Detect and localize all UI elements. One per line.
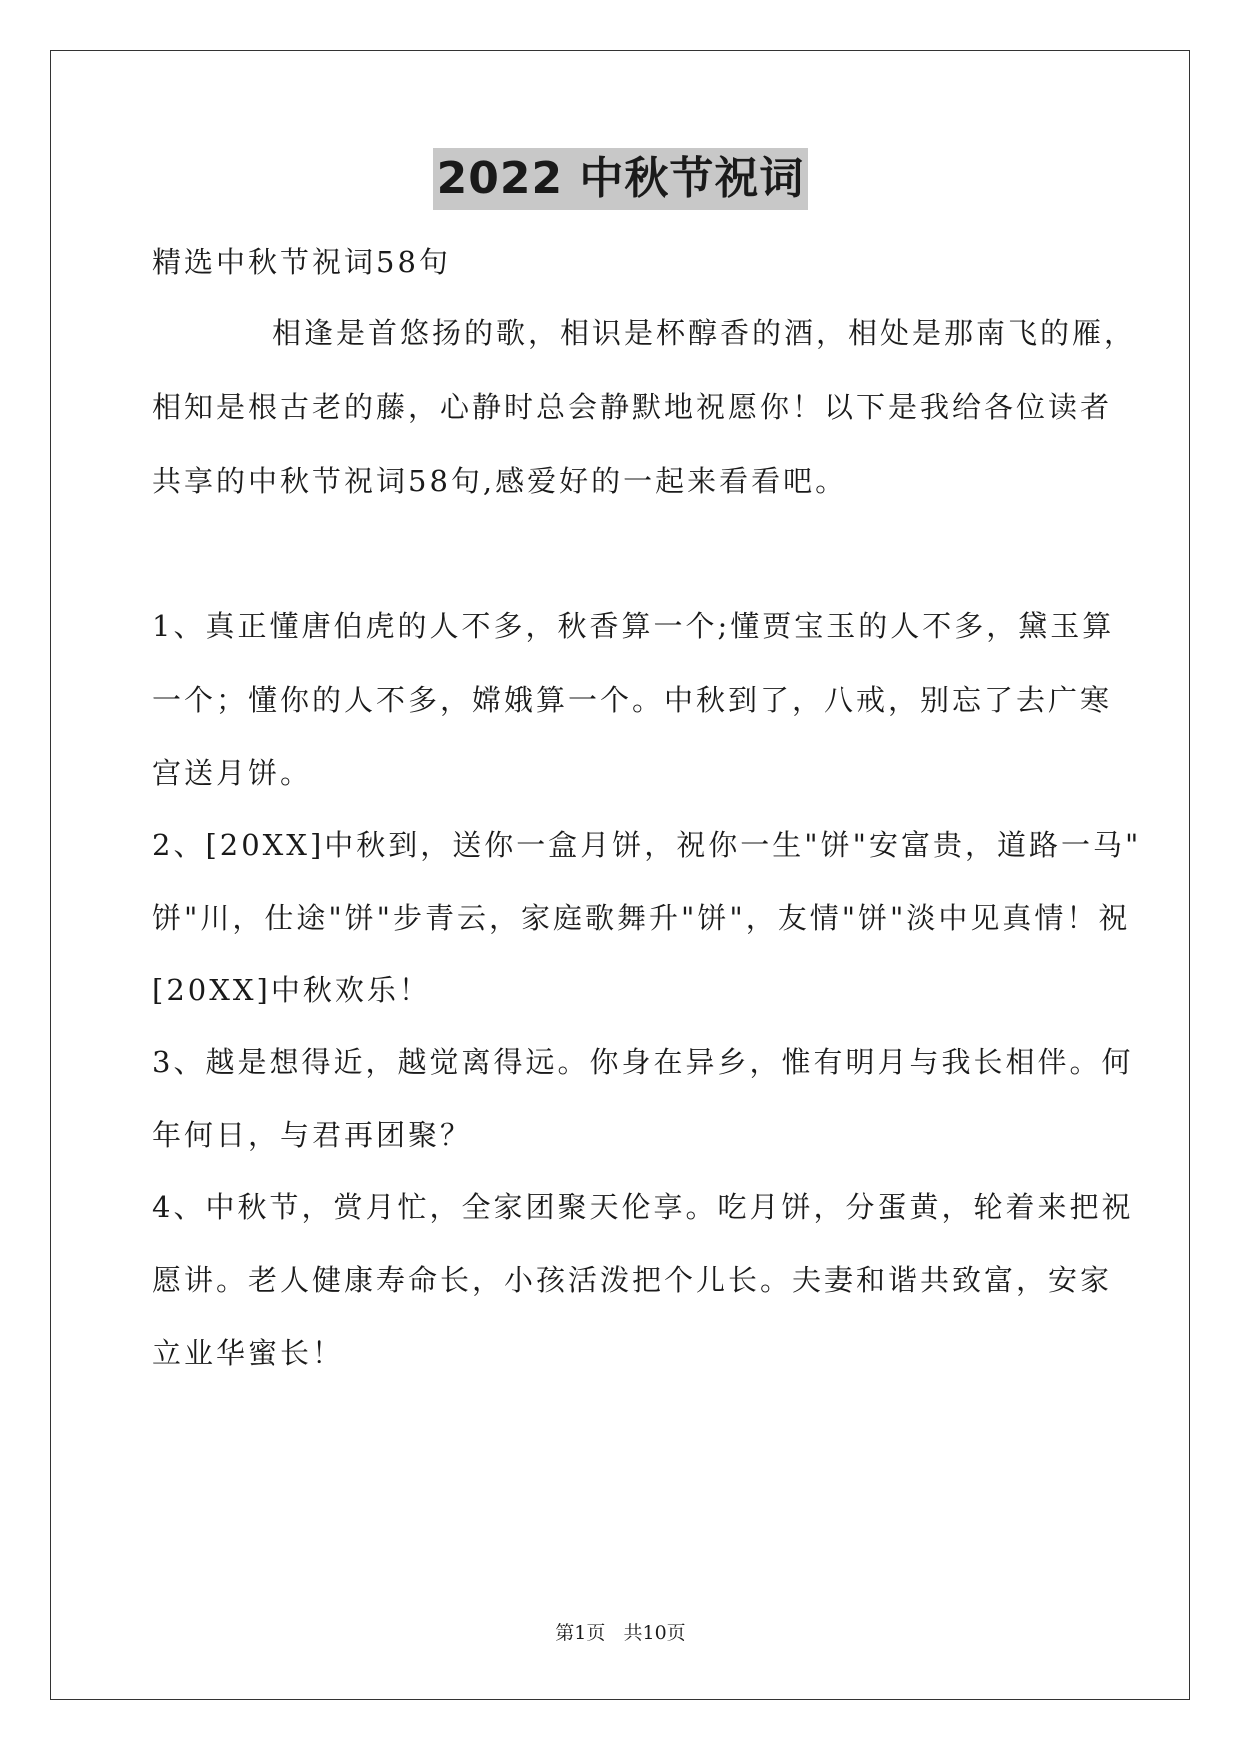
item-3-line: 3、越是想得近，越觉离得远。你身在异乡，惟有明月与我长相伴。何 — [152, 1045, 1134, 1079]
document-title: 2022 中秋节祝词 — [433, 148, 809, 210]
intro-line: 相知是根古老的藤，心静时总会静默地祝愿你！以下是我给各位读者 — [152, 390, 1113, 424]
item-4-line: 4、中秋节，赏月忙，全家团聚天伦享。吃月饼，分蛋黄，轮着来把祝 — [152, 1190, 1134, 1224]
item-2-line: 2、[20XX]中秋到，送你一盒月饼，祝你一生"饼"安富贵，道路一马" — [152, 828, 1142, 862]
item-4-line: 愿讲。老人健康寿命长，小孩活泼把个儿长。夫妻和谐共致富，安家 — [152, 1263, 1113, 1297]
item-1-line: 1、真正懂唐伯虎的人不多，秋香算一个;懂贾宝玉的人不多，黛玉算 — [152, 609, 1115, 643]
title-container — [0, 148, 1241, 210]
intro-line: 相逢是首悠扬的歌，相识是杯醇香的酒，相处是那南飞的雁， — [272, 316, 1137, 350]
item-1-line: 一个；懂你的人不多，嫦娥算一个。中秋到了，八戒，别忘了去广寒 — [152, 683, 1113, 717]
item-2-line: 饼"川，仕途"饼"步青云，家庭歌舞升"饼"，友情"饼"淡中见真情！祝 — [152, 901, 1131, 935]
item-4-line: 立业华蜜长！ — [152, 1336, 345, 1370]
item-3-line: 年何日，与君再团聚？ — [152, 1118, 473, 1152]
item-2-line: [20XX]中秋欢乐！ — [152, 973, 431, 1007]
page-number-footer: 第1页 共10页 — [555, 1622, 686, 1644]
document-subtitle: 精选中秋节祝词58句 — [152, 245, 451, 279]
page-border — [50, 50, 1190, 1700]
item-1-line: 宫送月饼。 — [152, 756, 313, 790]
intro-line: 共享的中秋节祝词58句,感爱好的一起来看看吧。 — [152, 464, 848, 498]
